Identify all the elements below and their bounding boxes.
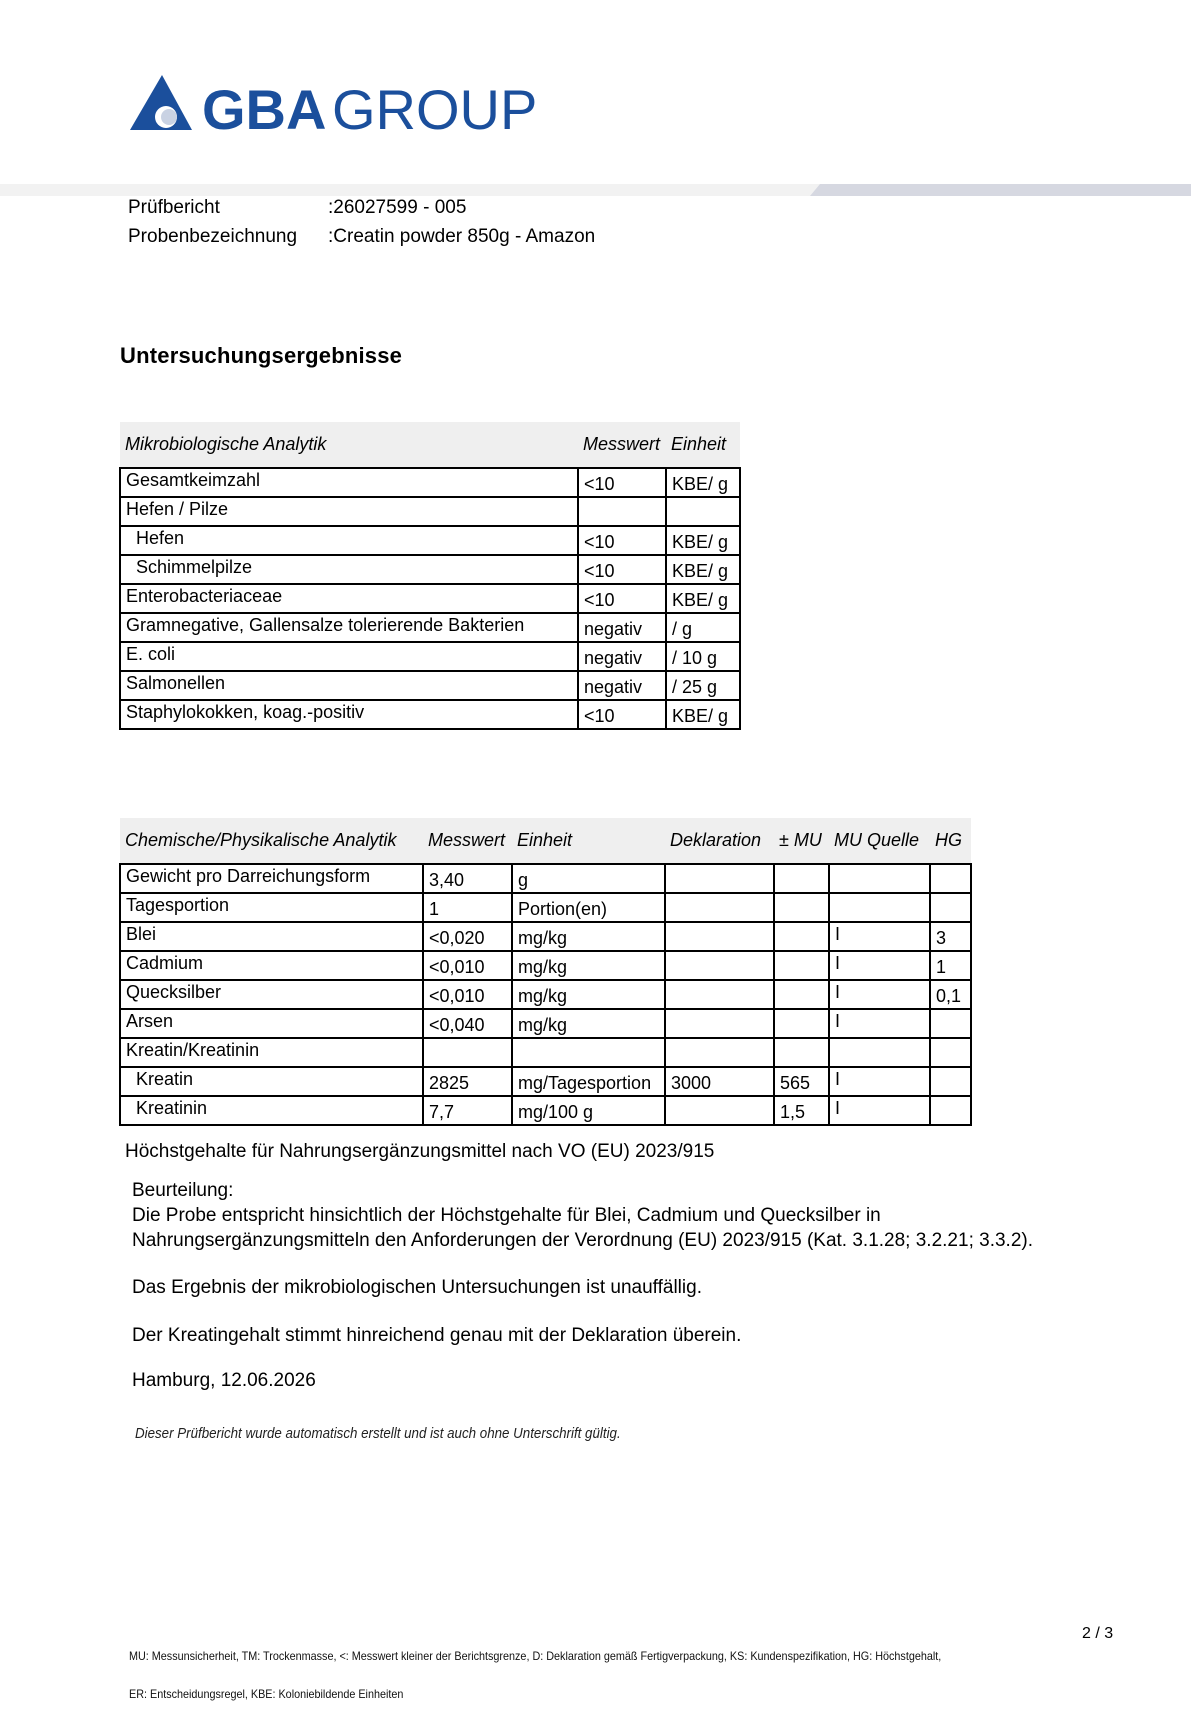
- unit-cell: mg/kg: [512, 1009, 665, 1038]
- measured-value-cell: 1: [423, 893, 512, 922]
- gba-triangle-logo-icon: [130, 75, 192, 130]
- declaration-cell: [665, 1038, 774, 1067]
- unit-cell: mg/Tagesportion: [512, 1067, 665, 1096]
- measured-value-cell: <10: [578, 555, 666, 584]
- table-row: [120, 642, 740, 671]
- column-header-hg: HG: [930, 818, 971, 864]
- analysis-name-cell: Kreatinin: [120, 1096, 423, 1125]
- page-number: 2 / 3: [1082, 1625, 1114, 1642]
- analysis-name-cell: Arsen: [120, 1009, 423, 1038]
- measured-value-cell: 7,7: [423, 1096, 512, 1125]
- unit-cell: / 10 g: [666, 642, 740, 671]
- table-row: [120, 893, 971, 922]
- column-header-mu: ± MU: [774, 818, 829, 864]
- table-row: [120, 497, 740, 526]
- measured-value-cell: 2825: [423, 1067, 512, 1096]
- footer-legend-line-1: MU: Messunsicherheit, TM: Trockenmasse, <: Messwert kleiner der Berichtsgrenze, D: Deklaration gemäß Fertigverpackung, KS: Kundenspezifikation, HG: Höchstgehalt,: [129, 1649, 942, 1663]
- column-header-value: Messwert: [423, 818, 512, 864]
- analysis-name-cell: Gramnegative, Gallensalze tolerierende Bakterien: [120, 613, 578, 642]
- analysis-name-cell: Blei: [120, 922, 423, 951]
- report-number-label: Prüfbericht: [128, 197, 220, 218]
- unit-cell: KBE/ g: [666, 468, 740, 497]
- mu-cell: 565: [774, 1067, 829, 1096]
- max-level-cell: [930, 864, 971, 893]
- mu-source-cell: I: [829, 1009, 930, 1038]
- max-level-cell: [930, 1038, 971, 1067]
- report-number-value: :26027599 - 005: [328, 197, 467, 218]
- analysis-name-cell: Kreatin/Kreatinin: [120, 1038, 423, 1067]
- mu-cell: [774, 951, 829, 980]
- table-row: [120, 700, 740, 729]
- max-level-cell: [930, 1067, 971, 1096]
- table-row: [120, 1067, 971, 1096]
- unit-cell: [666, 497, 740, 526]
- section-title: Untersuchungsergebnisse: [120, 343, 403, 368]
- measured-value-cell: <0,020: [423, 922, 512, 951]
- analysis-name-cell: Kreatin: [120, 1067, 423, 1096]
- max-level-cell: [930, 1009, 971, 1038]
- limits-note: Höchstgehalte für Nahrungsergänzungsmittel nach VO (EU) 2023/915: [125, 1141, 715, 1162]
- max-level-cell: [930, 893, 971, 922]
- logo-text-gba: GBA: [202, 78, 327, 141]
- column-header-mu-source: MU Quelle: [829, 818, 930, 864]
- table-row: [120, 1038, 971, 1067]
- column-header-unit: Einheit: [512, 818, 665, 864]
- mu-source-cell: [829, 864, 930, 893]
- declaration-cell: [665, 922, 774, 951]
- declaration-cell: [665, 951, 774, 980]
- unit-cell: mg/kg: [512, 980, 665, 1009]
- microbiology-table: [119, 422, 741, 730]
- max-level-cell: 3: [930, 922, 971, 951]
- footer-legend-line-2: ER: Entscheidungsregel, KBE: Koloniebildende Einheiten: [129, 1687, 404, 1701]
- analysis-name-cell: Gewicht pro Darreichungsform: [120, 864, 423, 893]
- measured-value-cell: 3,40: [423, 864, 512, 893]
- mu-source-cell: I: [829, 951, 930, 980]
- measured-value-cell: <10: [578, 584, 666, 613]
- mu-source-cell: [829, 893, 930, 922]
- unit-cell: mg/100 g: [512, 1096, 665, 1125]
- declaration-cell: [665, 980, 774, 1009]
- assessment-line-1: Die Probe entspricht hinsichtlich der Höchstgehalte für Blei, Cadmium und Quecksilber in: [132, 1205, 881, 1226]
- analysis-name-cell: Hefen / Pilze: [120, 497, 578, 526]
- mu-cell: [774, 864, 829, 893]
- analysis-name-cell: Staphylokokken, koag.-positiv: [120, 700, 578, 729]
- declaration-cell: [665, 1096, 774, 1125]
- unit-cell: mg/kg: [512, 951, 665, 980]
- analysis-name-cell: Tagesportion: [120, 893, 423, 922]
- table-row: [120, 671, 740, 700]
- header-divider-band: [0, 184, 1191, 196]
- measured-value-cell: [423, 1038, 512, 1067]
- table-row: [120, 951, 971, 980]
- unit-cell: Portion(en): [512, 893, 665, 922]
- analysis-name-cell: Salmonellen: [120, 671, 578, 700]
- mu-cell: [774, 1038, 829, 1067]
- sample-name-value: :Creatin powder 850g - Amazon: [328, 226, 596, 247]
- unit-cell: g: [512, 864, 665, 893]
- unit-cell: KBE/ g: [666, 700, 740, 729]
- column-header-analysis: Mikrobiologische Analytik: [120, 422, 578, 468]
- measured-value-cell: negativ: [578, 642, 666, 671]
- microbiology-table-header: [120, 422, 740, 468]
- unit-cell: KBE/ g: [666, 555, 740, 584]
- column-header-analysis: Chemische/Physikalische Analytik: [120, 818, 423, 864]
- measured-value-cell: <10: [578, 700, 666, 729]
- micro-result-text: Das Ergebnis der mikrobiologischen Untersuchungen ist unauffällig.: [132, 1277, 702, 1298]
- analysis-name-cell: Schimmelpilze: [120, 555, 578, 584]
- analysis-name-cell: Enterobacteriaceae: [120, 584, 578, 613]
- unit-cell: mg/kg: [512, 922, 665, 951]
- mu-source-cell: I: [829, 980, 930, 1009]
- column-header-value: Messwert: [578, 422, 666, 468]
- measured-value-cell: negativ: [578, 671, 666, 700]
- chemistry-table-header: [120, 818, 971, 864]
- mu-cell: 1,5: [774, 1096, 829, 1125]
- declaration-cell: [665, 864, 774, 893]
- table-row: [120, 613, 740, 642]
- table-row: [120, 584, 740, 613]
- assessment-line-2: Nahrungsergänzungsmitteln den Anforderungen der Verordnung (EU) 2023/915 (Kat. 3.1.28; 3.2.21; 3.3.2).: [132, 1230, 1033, 1251]
- unit-cell: KBE/ g: [666, 526, 740, 555]
- measured-value-cell: <0,010: [423, 980, 512, 1009]
- measured-value-cell: <10: [578, 526, 666, 555]
- table-row: [120, 980, 971, 1009]
- declaration-cell: 3000: [665, 1067, 774, 1096]
- logo-text-group: GROUP: [332, 78, 538, 141]
- mu-source-cell: I: [829, 922, 930, 951]
- declaration-cell: [665, 1009, 774, 1038]
- unit-cell: [512, 1038, 665, 1067]
- mu-cell: [774, 922, 829, 951]
- assessment-heading: Beurteilung:: [132, 1180, 234, 1201]
- analysis-name-cell: E. coli: [120, 642, 578, 671]
- unit-cell: / 25 g: [666, 671, 740, 700]
- table-row: [120, 922, 971, 951]
- declaration-cell: [665, 893, 774, 922]
- measured-value-cell: <10: [578, 468, 666, 497]
- analysis-name-cell: Hefen: [120, 526, 578, 555]
- table-row: [120, 1009, 971, 1038]
- mu-cell: [774, 893, 829, 922]
- max-level-cell: [930, 1096, 971, 1125]
- measured-value-cell: <0,010: [423, 951, 512, 980]
- mu-source-cell: I: [829, 1096, 930, 1125]
- mu-cell: [774, 980, 829, 1009]
- max-level-cell: 1: [930, 951, 971, 980]
- unit-cell: / g: [666, 613, 740, 642]
- max-level-cell: 0,1: [930, 980, 971, 1009]
- measured-value-cell: negativ: [578, 613, 666, 642]
- disclaimer: Dieser Prüfbericht wurde automatisch erstellt und ist auch ohne Unterschrift gültig.: [135, 1426, 621, 1442]
- gba-group-logo: [130, 75, 560, 145]
- measured-value-cell: [578, 497, 666, 526]
- place-date: Hamburg, 12.06.2026: [132, 1370, 316, 1391]
- table-row: [120, 864, 971, 893]
- column-header-unit: Einheit: [666, 422, 740, 468]
- mu-source-cell: I: [829, 1067, 930, 1096]
- footer-legend: [129, 1628, 941, 1723]
- table-row: [120, 468, 740, 497]
- table-row: [120, 1096, 971, 1125]
- creatine-result-text: Der Kreatingehalt stimmt hinreichend genau mit der Deklaration überein.: [132, 1325, 742, 1346]
- mu-source-cell: [829, 1038, 930, 1067]
- analysis-name-cell: Gesamtkeimzahl: [120, 468, 578, 497]
- analysis-name-cell: Cadmium: [120, 951, 423, 980]
- analysis-name-cell: Quecksilber: [120, 980, 423, 1009]
- measured-value-cell: <0,040: [423, 1009, 512, 1038]
- chemistry-table: [119, 818, 972, 1126]
- mu-cell: [774, 1009, 829, 1038]
- sample-name-label: Probenbezeichnung: [128, 226, 298, 247]
- unit-cell: KBE/ g: [666, 584, 740, 613]
- column-header-declaration: Deklaration: [665, 818, 774, 864]
- table-row: [120, 555, 740, 584]
- table-row: [120, 526, 740, 555]
